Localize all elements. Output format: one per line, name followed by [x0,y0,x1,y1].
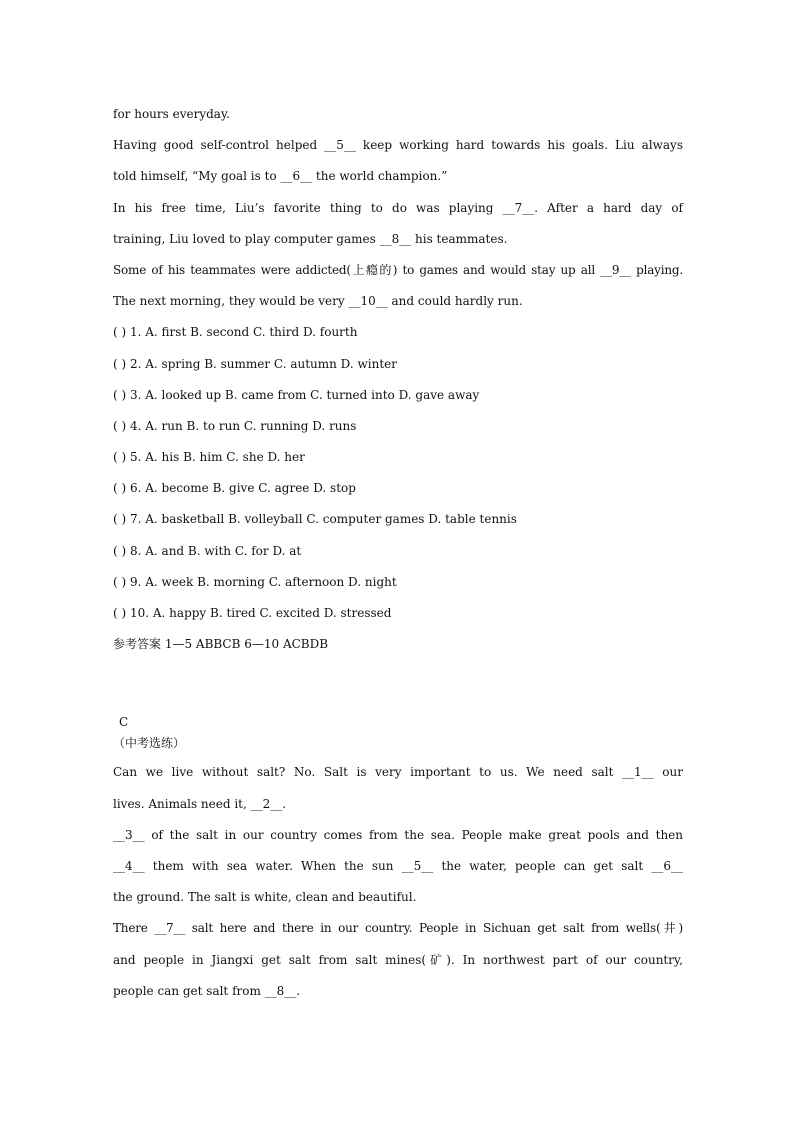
question-item: ( ) 6. A. become B. give C. agree D. stop [113,481,356,496]
question-item: ( ) 8. A. and B. with C. for D. at [113,543,302,558]
passage-c-line: There __7__ salt here and there in our country. People in Sichuan get salt from wells(井) [113,921,683,936]
passage-b-line: told himself, “My goal is to __6__ the world champion.” [113,169,448,184]
passage-c-line: __4__ them with sea water. When the sun __5__ the water, people can get salt __6__ [113,858,683,873]
passage-b-line: In his free time, Liu’s favorite thing to do was playing __7__. After a hard day of [113,200,683,215]
section-c-label: C [119,715,129,730]
passage-c-line: __3__ of the salt in our country comes from the sea. People make great pools and then [113,827,683,842]
passage-b-line: Some of his teammates were addicted(上瘾的) to games and would stay up all __9__ playing. [113,262,683,277]
passage-c-line: people can get salt from __8__. [113,983,301,998]
section-gap [113,663,683,710]
passage-c-line: and people in Jiangxi get salt from salt mines(矿). In northwest part of our country, [113,952,683,967]
question-item: ( ) 2. A. spring B. summer C. autumn D. winter [113,356,397,371]
passage-b-line: The next morning, they would be very __10__ and could hardly run. [113,294,523,309]
question-item: ( ) 4. A. run B. to run C. running D. runs [113,418,357,433]
passage-c-line: the ground. The salt is white, clean and beautiful. [113,890,417,905]
question-item: ( ) 3. A. looked up B. came from C. turned into D. gave away [113,387,480,402]
passage-b-line: for hours everyday. [113,107,230,121]
question-item: ( ) 10. A. happy B. tired C. excited D. stressed [113,606,392,620]
section-c-subtitle: （中考选练） [113,736,186,751]
passage-c-line: Can we live without salt? No. Salt is very important to us. We need salt __1__ our [113,765,683,780]
question-item: ( ) 9. A. week B. morning C. afternoon D. night [113,574,397,589]
question-item: ( ) 1. A. first B. second C. third D. fourth [113,325,358,340]
passage-c-line: lives. Animals need it, __2__. [113,796,287,811]
passage-b-line: training, Liu loved to play computer games __8__ his teammates. [113,231,508,246]
answer-key: 参考答案 1—5 ABBCB 6—10 ACBDB [113,637,329,652]
question-item: ( ) 5. A. his B. him C. she D. her [113,450,305,465]
question-item: ( ) 7. A. basketball B. volleyball C. computer games D. table tennis [113,512,517,527]
document-content [113,102,683,1010]
passage-b-line: Having good self-control helped __5__ keep working hard towards his goals. Liu always [113,138,683,153]
